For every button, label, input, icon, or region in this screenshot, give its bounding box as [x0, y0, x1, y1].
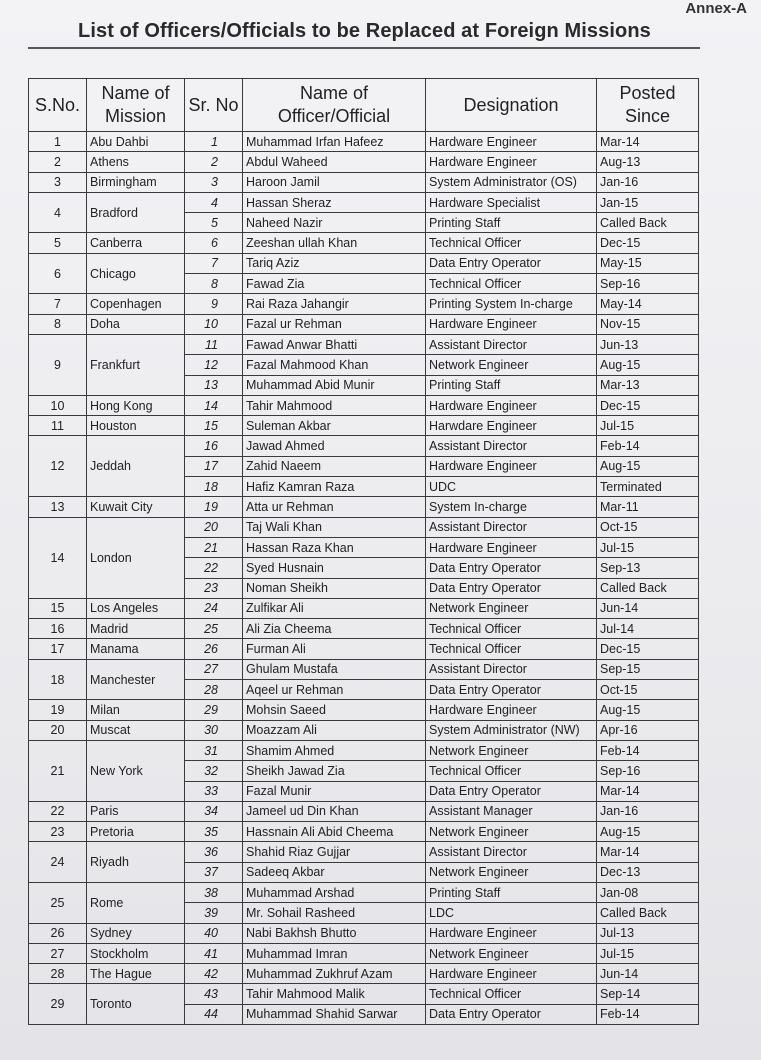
- table-row: [29, 639, 699, 659]
- mission-name-cell: Sydney: [87, 923, 185, 943]
- officer-serial-cell: 37: [185, 862, 243, 882]
- officer-serial-cell: 20: [185, 517, 243, 537]
- posted-since-cell: Oct-15: [597, 680, 699, 700]
- officer-name-cell: Noman Sheikh: [243, 578, 426, 598]
- designation-cell: Assistant Director: [426, 517, 597, 537]
- officer-name-cell: Haroon Jamil: [243, 172, 426, 192]
- col-header-srno: Sr. No: [185, 79, 243, 132]
- officer-serial-cell: 5: [185, 213, 243, 233]
- mission-name-cell: Manchester: [87, 659, 185, 700]
- designation-cell: Hardware Engineer: [426, 537, 597, 557]
- posted-since-cell: Feb-14: [597, 740, 699, 760]
- mission-serial-cell: 26: [29, 923, 87, 943]
- officer-serial-cell: 30: [185, 720, 243, 740]
- posted-since-cell: Called Back: [597, 578, 699, 598]
- designation-cell: Hardware Engineer: [426, 964, 597, 984]
- officer-name-cell: Tariq Aziz: [243, 253, 426, 273]
- officer-serial-cell: 6: [185, 233, 243, 253]
- table-row: [29, 984, 699, 1004]
- designation-cell: Assistant Director: [426, 659, 597, 679]
- officer-name-cell: Atta ur Rehman: [243, 497, 426, 517]
- table-row: [29, 720, 699, 740]
- mission-name-cell: Stockholm: [87, 943, 185, 963]
- mission-name-cell: Chicago: [87, 253, 185, 294]
- table-row: [29, 497, 699, 517]
- designation-cell: System Administrator (NW): [426, 720, 597, 740]
- designation-cell: Harwdare Engineer: [426, 416, 597, 436]
- mission-serial-cell: 1: [29, 132, 87, 152]
- designation-cell: Hardware Specialist: [426, 192, 597, 212]
- designation-cell: Hardware Engineer: [426, 314, 597, 334]
- mission-serial-cell: 28: [29, 964, 87, 984]
- officers-table: [28, 78, 699, 1025]
- posted-since-cell: Apr-16: [597, 720, 699, 740]
- officer-serial-cell: 21: [185, 537, 243, 557]
- officer-name-cell: Hassan Sheraz: [243, 192, 426, 212]
- posted-since-cell: Dec-15: [597, 639, 699, 659]
- officer-serial-cell: 14: [185, 395, 243, 415]
- mission-serial-cell: 20: [29, 720, 87, 740]
- officer-name-cell: Furman Ali: [243, 639, 426, 659]
- mission-name-cell: Milan: [87, 700, 185, 720]
- officer-name-cell: Sheikh Jawad Zia: [243, 761, 426, 781]
- table-row: [29, 436, 699, 456]
- mission-serial-cell: 5: [29, 233, 87, 253]
- mission-name-cell: Athens: [87, 152, 185, 172]
- mission-serial-cell: 8: [29, 314, 87, 334]
- table-row: [29, 314, 699, 334]
- officer-name-cell: Ali Zia Cheema: [243, 619, 426, 639]
- posted-since-cell: Aug-15: [597, 700, 699, 720]
- officer-serial-cell: 44: [185, 1004, 243, 1024]
- designation-cell: Data Entry Operator: [426, 680, 597, 700]
- posted-since-cell: Called Back: [597, 903, 699, 923]
- officer-name-cell: Shahid Riaz Gujjar: [243, 842, 426, 862]
- mission-name-cell: Manama: [87, 639, 185, 659]
- officer-name-cell: Zahid Naeem: [243, 456, 426, 476]
- table-row: [29, 619, 699, 639]
- officer-serial-cell: 38: [185, 882, 243, 902]
- mission-serial-cell: 19: [29, 700, 87, 720]
- col-header-officer: Name of Officer/Official: [243, 79, 426, 132]
- officer-name-cell: Fazal ur Rehman: [243, 314, 426, 334]
- mission-serial-cell: 13: [29, 497, 87, 517]
- posted-since-cell: Oct-15: [597, 517, 699, 537]
- table-row: [29, 294, 699, 314]
- mission-serial-cell: 11: [29, 416, 87, 436]
- designation-cell: Printing Staff: [426, 213, 597, 233]
- officer-serial-cell: 11: [185, 334, 243, 354]
- posted-since-cell: Jun-14: [597, 598, 699, 618]
- designation-cell: Network Engineer: [426, 943, 597, 963]
- posted-since-cell: Jan-15: [597, 192, 699, 212]
- officer-name-cell: Ghulam Mustafa: [243, 659, 426, 679]
- officer-serial-cell: 24: [185, 598, 243, 618]
- mission-serial-cell: 6: [29, 253, 87, 294]
- designation-cell: Data Entry Operator: [426, 1004, 597, 1024]
- table-row: [29, 822, 699, 842]
- mission-name-cell: Abu Dahbi: [87, 132, 185, 152]
- mission-name-cell: Frankfurt: [87, 334, 185, 395]
- posted-since-cell: Jul-15: [597, 537, 699, 557]
- mission-serial-cell: 29: [29, 984, 87, 1025]
- posted-since-cell: Jun-13: [597, 334, 699, 354]
- posted-since-cell: Aug-15: [597, 456, 699, 476]
- designation-cell: Technical Officer: [426, 984, 597, 1004]
- mission-name-cell: Hong Kong: [87, 395, 185, 415]
- mission-serial-cell: 24: [29, 842, 87, 883]
- officer-serial-cell: 19: [185, 497, 243, 517]
- mission-name-cell: Pretoria: [87, 822, 185, 842]
- designation-cell: UDC: [426, 477, 597, 497]
- posted-since-cell: Sep-15: [597, 659, 699, 679]
- posted-since-cell: Sep-16: [597, 761, 699, 781]
- officer-name-cell: Sadeeq Akbar: [243, 862, 426, 882]
- table-row: [29, 334, 699, 354]
- posted-since-cell: Mar-14: [597, 781, 699, 801]
- posted-since-cell: Jul-13: [597, 923, 699, 943]
- officer-serial-cell: 25: [185, 619, 243, 639]
- posted-since-cell: Jan-16: [597, 172, 699, 192]
- posted-since-cell: Called Back: [597, 213, 699, 233]
- mission-serial-cell: 21: [29, 740, 87, 801]
- officer-name-cell: Tahir Mahmood Malik: [243, 984, 426, 1004]
- officer-name-cell: Tahir Mahmood: [243, 395, 426, 415]
- officer-serial-cell: 32: [185, 761, 243, 781]
- table-row: [29, 253, 699, 273]
- annex-label: Annex-A: [685, 0, 747, 17]
- designation-cell: Technical Officer: [426, 619, 597, 639]
- designation-cell: Data Entry Operator: [426, 253, 597, 273]
- mission-serial-cell: 17: [29, 639, 87, 659]
- table-row: [29, 923, 699, 943]
- posted-since-cell: Jan-16: [597, 801, 699, 821]
- col-header-designation: Designation: [426, 79, 597, 132]
- posted-since-cell: Mar-11: [597, 497, 699, 517]
- designation-cell: Printing Staff: [426, 882, 597, 902]
- designation-cell: Technical Officer: [426, 274, 597, 294]
- officer-name-cell: Mohsin Saeed: [243, 700, 426, 720]
- officer-serial-cell: 18: [185, 477, 243, 497]
- officer-serial-cell: 41: [185, 943, 243, 963]
- officer-name-cell: Naheed Nazir: [243, 213, 426, 233]
- officer-name-cell: Hassan Raza Khan: [243, 537, 426, 557]
- posted-since-cell: Jul-14: [597, 619, 699, 639]
- officer-serial-cell: 43: [185, 984, 243, 1004]
- designation-cell: Technical Officer: [426, 761, 597, 781]
- designation-cell: Network Engineer: [426, 598, 597, 618]
- col-header-mission: Name of Mission: [87, 79, 185, 132]
- posted-since-cell: Nov-15: [597, 314, 699, 334]
- designation-cell: LDC: [426, 903, 597, 923]
- designation-cell: Data Entry Operator: [426, 578, 597, 598]
- officer-serial-cell: 39: [185, 903, 243, 923]
- table-row: [29, 598, 699, 618]
- designation-cell: Hardware Engineer: [426, 132, 597, 152]
- officer-serial-cell: 42: [185, 964, 243, 984]
- col-header-posted-since: Posted Since: [597, 79, 699, 132]
- officer-serial-cell: 1: [185, 132, 243, 152]
- mission-serial-cell: 23: [29, 822, 87, 842]
- table-body: [29, 132, 699, 1025]
- officer-name-cell: Mr. Sohail Rasheed: [243, 903, 426, 923]
- designation-cell: Printing System In-charge: [426, 294, 597, 314]
- mission-name-cell: Kuwait City: [87, 497, 185, 517]
- mission-name-cell: The Hague: [87, 964, 185, 984]
- officer-serial-cell: 34: [185, 801, 243, 821]
- mission-name-cell: Houston: [87, 416, 185, 436]
- designation-cell: Hardware Engineer: [426, 152, 597, 172]
- officer-serial-cell: 8: [185, 274, 243, 294]
- designation-cell: Technical Officer: [426, 639, 597, 659]
- posted-since-cell: Dec-13: [597, 862, 699, 882]
- designation-cell: Network Engineer: [426, 862, 597, 882]
- mission-serial-cell: 2: [29, 152, 87, 172]
- designation-cell: Hardware Engineer: [426, 456, 597, 476]
- officer-serial-cell: 22: [185, 558, 243, 578]
- officer-serial-cell: 23: [185, 578, 243, 598]
- officer-name-cell: Hafiz Kamran Raza: [243, 477, 426, 497]
- mission-serial-cell: 14: [29, 517, 87, 598]
- designation-cell: Assistant Manager: [426, 801, 597, 821]
- officer-serial-cell: 29: [185, 700, 243, 720]
- col-header-sno: S.No.: [29, 79, 87, 132]
- mission-name-cell: London: [87, 517, 185, 598]
- officer-name-cell: Fawad Anwar Bhatti: [243, 334, 426, 354]
- officer-name-cell: Moazzam Ali: [243, 720, 426, 740]
- officer-name-cell: Muhammad Shahid Sarwar: [243, 1004, 426, 1024]
- officer-name-cell: Muhammad Abid Munir: [243, 375, 426, 395]
- mission-name-cell: Canberra: [87, 233, 185, 253]
- officer-serial-cell: 35: [185, 822, 243, 842]
- officer-name-cell: Syed Husnain: [243, 558, 426, 578]
- mission-name-cell: Bradford: [87, 192, 185, 233]
- officer-serial-cell: 3: [185, 172, 243, 192]
- table-row: [29, 132, 699, 152]
- officer-serial-cell: 33: [185, 781, 243, 801]
- designation-cell: Technical Officer: [426, 233, 597, 253]
- officer-serial-cell: 31: [185, 740, 243, 760]
- document-title: List of Officers/Officials to be Replaced at Foreign Missions: [78, 20, 651, 42]
- posted-since-cell: Dec-15: [597, 395, 699, 415]
- posted-since-cell: Sep-13: [597, 558, 699, 578]
- posted-since-cell: Sep-14: [597, 984, 699, 1004]
- posted-since-cell: Feb-14: [597, 436, 699, 456]
- mission-name-cell: Jeddah: [87, 436, 185, 497]
- posted-since-cell: Aug-15: [597, 822, 699, 842]
- officer-serial-cell: 15: [185, 416, 243, 436]
- posted-since-cell: May-15: [597, 253, 699, 273]
- mission-serial-cell: 27: [29, 943, 87, 963]
- officer-serial-cell: 2: [185, 152, 243, 172]
- posted-since-cell: Dec-15: [597, 233, 699, 253]
- officer-name-cell: Taj Wali Khan: [243, 517, 426, 537]
- table-row: [29, 842, 699, 862]
- officer-serial-cell: 27: [185, 659, 243, 679]
- posted-since-cell: Sep-16: [597, 274, 699, 294]
- mission-serial-cell: 18: [29, 659, 87, 700]
- officer-name-cell: Fazal Munir: [243, 781, 426, 801]
- designation-cell: Assistant Director: [426, 436, 597, 456]
- officer-name-cell: Rai Raza Jahangir: [243, 294, 426, 314]
- table-row: [29, 700, 699, 720]
- mission-name-cell: Birmingham: [87, 172, 185, 192]
- table-row: [29, 882, 699, 902]
- officer-name-cell: Zeeshan ullah Khan: [243, 233, 426, 253]
- officer-serial-cell: 26: [185, 639, 243, 659]
- officer-name-cell: Abdul Waheed: [243, 152, 426, 172]
- designation-cell: Network Engineer: [426, 355, 597, 375]
- table-row: [29, 395, 699, 415]
- posted-since-cell: Jul-15: [597, 416, 699, 436]
- designation-cell: System Administrator (OS): [426, 172, 597, 192]
- table-row: [29, 943, 699, 963]
- table-row: [29, 416, 699, 436]
- officer-serial-cell: 10: [185, 314, 243, 334]
- officer-name-cell: Zulfikar Ali: [243, 598, 426, 618]
- table-row: [29, 233, 699, 253]
- officer-serial-cell: 17: [185, 456, 243, 476]
- table-row: [29, 964, 699, 984]
- mission-name-cell: New York: [87, 740, 185, 801]
- table-row: [29, 192, 699, 212]
- posted-since-cell: Jul-15: [597, 943, 699, 963]
- officer-name-cell: Fazal Mahmood Khan: [243, 355, 426, 375]
- table-row: [29, 801, 699, 821]
- designation-cell: Hardware Engineer: [426, 395, 597, 415]
- officer-serial-cell: 7: [185, 253, 243, 273]
- officer-serial-cell: 12: [185, 355, 243, 375]
- mission-name-cell: Paris: [87, 801, 185, 821]
- officer-name-cell: Jawad Ahmed: [243, 436, 426, 456]
- officer-name-cell: Muhammad Irfan Hafeez: [243, 132, 426, 152]
- mission-name-cell: Copenhagen: [87, 294, 185, 314]
- posted-since-cell: Feb-14: [597, 1004, 699, 1024]
- designation-cell: Hardware Engineer: [426, 700, 597, 720]
- officer-name-cell: Muhammad Arshad: [243, 882, 426, 902]
- mission-name-cell: Rome: [87, 882, 185, 923]
- table-row: [29, 172, 699, 192]
- mission-name-cell: Los Angeles: [87, 598, 185, 618]
- posted-since-cell: Mar-14: [597, 842, 699, 862]
- officer-name-cell: Nabi Bakhsh Bhutto: [243, 923, 426, 943]
- officer-name-cell: Suleman Akbar: [243, 416, 426, 436]
- officer-serial-cell: 9: [185, 294, 243, 314]
- table-row: [29, 152, 699, 172]
- mission-serial-cell: 12: [29, 436, 87, 497]
- designation-cell: Assistant Director: [426, 842, 597, 862]
- designation-cell: Data Entry Operator: [426, 558, 597, 578]
- table-row: [29, 517, 699, 537]
- title-underline: [28, 47, 700, 49]
- mission-serial-cell: 3: [29, 172, 87, 192]
- mission-serial-cell: 10: [29, 395, 87, 415]
- officer-name-cell: Muhammad Imran: [243, 943, 426, 963]
- posted-since-cell: Aug-15: [597, 355, 699, 375]
- officer-name-cell: Muhammad Zukhruf Azam: [243, 964, 426, 984]
- officer-name-cell: Fawad Zia: [243, 274, 426, 294]
- table-row: [29, 740, 699, 760]
- officer-serial-cell: 36: [185, 842, 243, 862]
- posted-since-cell: Terminated: [597, 477, 699, 497]
- posted-since-cell: Mar-13: [597, 375, 699, 395]
- table-header-row: [29, 79, 699, 132]
- mission-name-cell: Toronto: [87, 984, 185, 1025]
- posted-since-cell: Mar-14: [597, 132, 699, 152]
- officer-name-cell: Hassnain Ali Abid Cheema: [243, 822, 426, 842]
- mission-serial-cell: 25: [29, 882, 87, 923]
- officer-serial-cell: 40: [185, 923, 243, 943]
- mission-serial-cell: 7: [29, 294, 87, 314]
- officer-serial-cell: 28: [185, 680, 243, 700]
- posted-since-cell: May-14: [597, 294, 699, 314]
- designation-cell: Assistant Director: [426, 334, 597, 354]
- officer-serial-cell: 16: [185, 436, 243, 456]
- designation-cell: Data Entry Operator: [426, 781, 597, 801]
- mission-name-cell: Muscat: [87, 720, 185, 740]
- designation-cell: Printing Staff: [426, 375, 597, 395]
- designation-cell: Network Engineer: [426, 822, 597, 842]
- officer-name-cell: Jameel ud Din Khan: [243, 801, 426, 821]
- mission-serial-cell: 4: [29, 192, 87, 233]
- mission-name-cell: Madrid: [87, 619, 185, 639]
- designation-cell: Network Engineer: [426, 740, 597, 760]
- mission-serial-cell: 22: [29, 801, 87, 821]
- posted-since-cell: Aug-13: [597, 152, 699, 172]
- mission-serial-cell: 9: [29, 334, 87, 395]
- officer-serial-cell: 13: [185, 375, 243, 395]
- designation-cell: Hardware Engineer: [426, 923, 597, 943]
- mission-name-cell: Doha: [87, 314, 185, 334]
- table-row: [29, 659, 699, 679]
- officer-serial-cell: 4: [185, 192, 243, 212]
- posted-since-cell: Jun-14: [597, 964, 699, 984]
- officer-name-cell: Aqeel ur Rehman: [243, 680, 426, 700]
- mission-serial-cell: 16: [29, 619, 87, 639]
- mission-serial-cell: 15: [29, 598, 87, 618]
- designation-cell: System In-charge: [426, 497, 597, 517]
- mission-name-cell: Riyadh: [87, 842, 185, 883]
- officer-name-cell: Shamim Ahmed: [243, 740, 426, 760]
- posted-since-cell: Jan-08: [597, 882, 699, 902]
